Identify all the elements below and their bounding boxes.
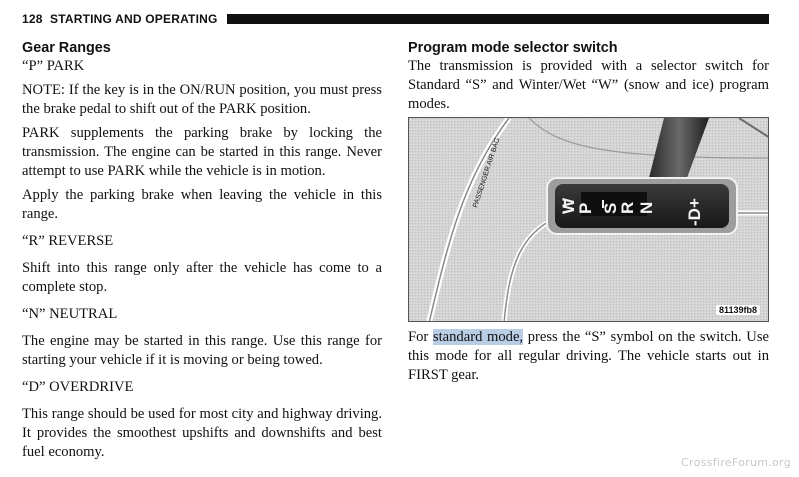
park-note: NOTE: If the key is in the ON/RUN position, you must press the brake pedal to shift out of the PARK position. bbox=[22, 82, 382, 117]
overdrive-label: “D” OVERDRIVE bbox=[22, 379, 134, 395]
park-paragraph-2: Apply the parking brake when leaving the vehicle in this range. bbox=[22, 187, 382, 222]
caption-block bbox=[408, 328, 769, 385]
selector-switch-figure bbox=[408, 117, 769, 322]
caption-text-before: For bbox=[408, 329, 433, 345]
reverse-label: “R” REVERSE bbox=[22, 233, 114, 249]
gate-label-r: R bbox=[618, 201, 637, 214]
gate-label-p: P bbox=[576, 202, 595, 214]
section-title: STARTING AND OPERATING bbox=[50, 12, 218, 26]
program-mode-intro: The transmission is provided with a selector switch for Standard “S” and Winter/Wet “W” (snow and ice) program modes. bbox=[408, 58, 769, 112]
header-rule bbox=[227, 14, 769, 24]
caption-text-after: press the “S” symbol on the switch. Use this mode for all regular driving. The vehicle starts out in FIRST gear. bbox=[408, 329, 769, 383]
park-paragraph-1: PARK supplements the parking brake by locking the transmission. The engine can be started in this range. Never attempt to use PARK while the vehicle is in motion. bbox=[22, 125, 382, 179]
gear-ranges-heading: Gear Ranges bbox=[22, 40, 111, 56]
gate-label-n: N bbox=[637, 201, 656, 214]
selector-switch-illustration bbox=[409, 118, 769, 322]
figure-id: 81139fb8 bbox=[716, 305, 760, 315]
park-label: “P” PARK bbox=[22, 58, 85, 74]
overdrive-paragraph: This range should be used for most city and highway driving. It provides the smoothest upshifts and downshifts and best fuel economy. bbox=[22, 406, 382, 460]
neutral-label: “N” NEUTRAL bbox=[22, 306, 118, 322]
passenger-air-bag-label: PASSENGER AIR BAG bbox=[472, 137, 502, 209]
watermark: CrossfireForum.org bbox=[681, 456, 791, 469]
standard-mode-caption bbox=[408, 328, 769, 385]
neutral-paragraph: The engine may be started in this range. Use this range for starting your vehicle if it is moving or being towed. bbox=[22, 333, 382, 368]
page-header bbox=[22, 10, 769, 28]
left-column bbox=[22, 40, 382, 462]
caption-highlight: standard mode, bbox=[432, 329, 524, 345]
right-column bbox=[408, 40, 769, 114]
gate-label-w: W bbox=[559, 197, 578, 214]
page-number: 128 bbox=[22, 12, 43, 26]
reverse-paragraph: Shift into this range only after the vehicle has come to a complete stop. bbox=[22, 260, 382, 295]
gate-label-s: S bbox=[601, 202, 620, 214]
gate-label-manual: -D+ bbox=[685, 198, 704, 226]
program-mode-heading: Program mode selector switch bbox=[408, 40, 618, 56]
